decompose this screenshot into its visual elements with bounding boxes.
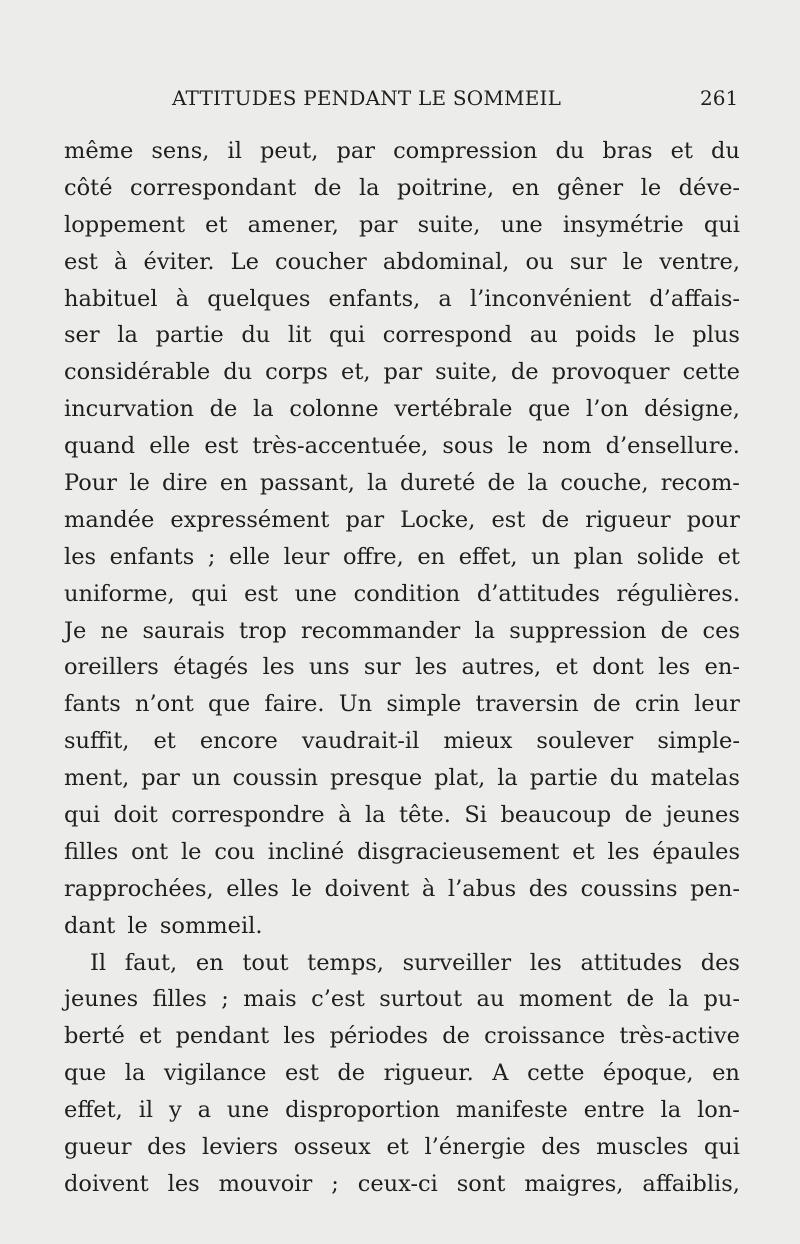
text-line: berté et pendant les périodes de croissance très-active <box>64 1023 740 1050</box>
page-header <box>0 86 800 116</box>
page-number: 261 <box>700 86 739 110</box>
text-line: même sens, il peut, par compression du bras et du <box>64 138 740 164</box>
text-line: côté correspondant de la poitrine, en gêner le déve- <box>64 174 740 201</box>
text-line: Pour le dire en passant, la dureté de la couche, recom- <box>64 470 740 497</box>
running-title: ATTITUDES PENDANT LE SOMMEIL <box>172 86 562 110</box>
text-line: incurvation de la colonne vertébrale que l’on désigne, <box>64 396 740 423</box>
text-line: oreillers étagés les uns sur les autres, et dont les en- <box>64 654 740 681</box>
text-line: fants n’ont que faire. Un simple traversin de crin leur <box>64 691 740 718</box>
text-line: ser la partie du lit qui correspond au poids le plus <box>64 322 740 349</box>
text-line: mandée expressément par Locke, est de rigueur pour <box>64 506 740 533</box>
text-line: que la vigilance est de rigueur. A cette époque, en <box>64 1060 740 1087</box>
text-line: qui doit correspondre à la tête. Si beaucoup de jeunes <box>64 802 740 829</box>
text-line: Je ne saurais trop recommander la suppression de ces <box>64 617 740 644</box>
text-line: Il faut, en tout temps, surveiller les attitudes des <box>90 949 740 976</box>
text-line: loppement et amener, par suite, une insymétrie qui <box>64 211 740 238</box>
text-line: suffit, et encore vaudrait-il mieux soulever simple- <box>64 728 740 755</box>
text-line: filles ont le cou incliné disgracieusement et les épaules <box>64 838 740 865</box>
text-line: doivent les mouvoir ; ceux-ci sont maigres, affaiblis, <box>64 1170 740 1197</box>
text-line: uniforme, qui est une condition d’attitudes régulières. <box>64 580 740 607</box>
text-line: effet, il y a une disproportion manifeste entre la lon- <box>64 1097 740 1124</box>
text-line: les enfants ; elle leur offre, en effet, un plan solide et <box>64 543 740 570</box>
text-line: gueur des leviers osseux et l’énergie des muscles qui <box>64 1134 740 1161</box>
text-line: habituel à quelques enfants, a l’inconvénient d’affais- <box>64 285 740 312</box>
text-line: dant le sommeil. <box>64 912 263 939</box>
text-line: rapprochées, elles le doivent à l’abus des coussins pen- <box>64 875 740 902</box>
text-line: ment, par un coussin presque plat, la partie du matelas <box>64 765 740 792</box>
body-text <box>64 133 740 1203</box>
text-line: jeunes filles ; mais c’est surtout au moment de la pu- <box>64 986 740 1013</box>
text-line: quand elle est très-accentuée, sous le nom d’ensellure. <box>64 433 740 460</box>
text-line: est à éviter. Le coucher abdominal, ou sur le ventre, <box>64 248 740 275</box>
text-line: considérable du corps et, par suite, de provoquer cette <box>64 359 740 386</box>
